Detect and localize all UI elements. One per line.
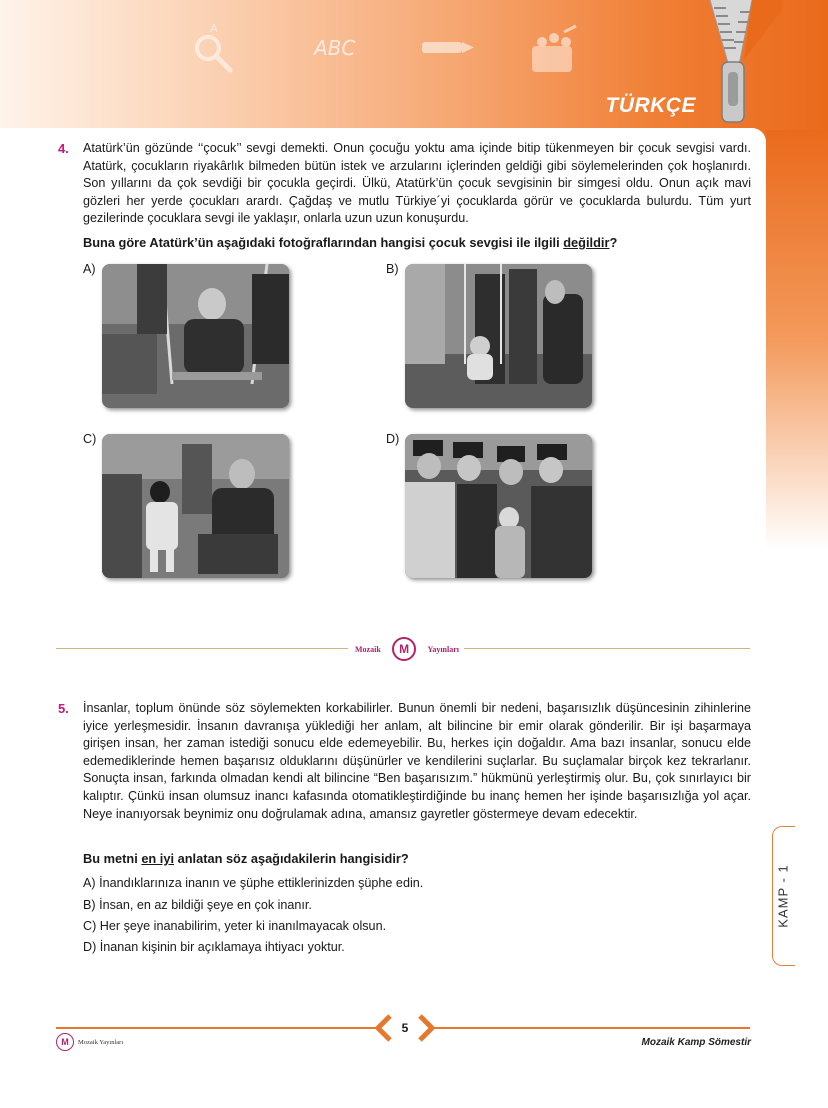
publisher-logo <box>355 637 459 661</box>
photo-option-d[interactable] <box>405 434 592 578</box>
photo-option-b[interactable] <box>405 264 592 408</box>
footer-line-left <box>56 1027 376 1029</box>
question-4-number: 4. <box>58 141 69 156</box>
question-5-prompt-start: Bu metni <box>83 851 142 866</box>
kamp-tab-label: KAMP - 1 <box>775 864 791 928</box>
magnifier-icon <box>188 18 240 78</box>
svg-text:A: A <box>210 22 218 35</box>
chevron-left-icon <box>372 1014 394 1042</box>
question-5-prompt-underlined: en iyi <box>141 851 175 866</box>
question-5-prompt-end: anlatan söz aşağıdakilerin hangisidir? <box>174 851 409 866</box>
divider-right <box>464 648 750 649</box>
photo-option-c[interactable] <box>102 434 289 578</box>
question-4-text: Atatürk’ün gözünde ‘‘çocuk’’ sevgi demekti. Onun çocuğu yoktu ama içinde bitip tükenmeyen bir çocuk sevgisi vardı. Atatürk, çocukların riyakârlık bilmeden bütün istek ve arzularını içlerinden geldiği gibi söylemelerinden çok hoşlanırdı. Son yıllarını da çok sevdiği bir çocukla geçirdi. Ülkü, Atatürk’ün çocuk sevgisinin bir simgesi oldu. Onun açık mavi gözleri her yerde çocukları arardı. Çağdaş ve mutlu Türkiye´yi çocuklarda görür ve çocuklarda bulurdu. Tüm yurt gezilerinde çocuklara sevgi ile yaklaşır, onlarla uzun uzun konuşurdu. <box>83 141 751 226</box>
footer-logo-icon: M <box>56 1033 74 1051</box>
option-c-label: C) <box>83 432 97 446</box>
answer-c[interactable]: C) Her şeye inanabilirim, yeter ki inanılmayacak olsun. <box>83 919 387 933</box>
answer-b[interactable]: B) İnsan, en az bildiği şeye en çok inanır. <box>83 898 312 912</box>
footer-line-right <box>432 1027 750 1029</box>
publisher-logo-icon: M <box>392 637 416 661</box>
question-4-prompt-end: ? <box>609 235 618 250</box>
footer-publisher: Mozaik Yayınları <box>78 1038 124 1046</box>
side-band <box>766 130 828 550</box>
footer-series: Mozaik Kamp Sömestir <box>641 1037 751 1048</box>
question-5-prompt <box>83 851 409 866</box>
question-5-text: İnsanlar, toplum önünde söz söylemekten korkabilirler. Bunun önemli bir nedeni, başarısızlık düşüncesinin zihinlerine iyice yerleşmesidir. İnsanın davranışa yüklediği her anlam, alt bilincine bir emir olarak gönderilir. Bir işi başarmaya girişen insan, her zaman istediği sonucu elde edemeyebilir. Bu, herkes için doğaldır. Ama bazı insanlar, sonucu elde edemediklerinde hemen başarısız olduklarını düşünürler ve kendilerini suçlarlar. Bu suçlamalar birçok kez tekrarlanır. Sonuçta insan, farkında olmadan kendi alt bilincine “Ben başarısızım.” hükmünü yerleştirmiş olur. Bu, çok sınırlayıcı bir kalıptır. Çünkü insan olumsuz inancı kafasında otomatikleştirdiğinde bu inanç hemen her işinde başarısızlığa yol açar. Neye inanıyorsak beynimiz onu doğrulamak adına, amansız gayretler göstermeye devam edecektir. <box>83 701 751 821</box>
question-4-prompt-underlined: değildir <box>563 235 610 250</box>
footer-logo <box>56 1033 123 1051</box>
subject-title: TÜRKÇE <box>605 94 696 117</box>
chevron-right-icon <box>416 1014 438 1042</box>
divider-left <box>56 648 348 649</box>
page-number: 5 <box>401 1021 409 1035</box>
pencil-icon <box>418 36 478 60</box>
question-5-number: 5. <box>58 701 69 716</box>
abc-decoration: ABC <box>314 36 356 60</box>
option-a-label: A) <box>83 262 96 276</box>
question-4-prompt-start: Buna göre Atatürk’ün aşağıdaki fotoğraflarından hangisi çocuk sevgisi ile ilgili <box>83 235 564 250</box>
question-4-prompt <box>83 235 617 250</box>
publisher-word-left: Mozaik <box>355 644 381 654</box>
publisher-word-right: Yayınları <box>427 644 459 654</box>
answer-d[interactable]: D) İnanan kişinin bir açıklamaya ihtiyacı yoktur. <box>83 940 345 954</box>
option-d-label: D) <box>386 432 400 446</box>
photo-option-a[interactable] <box>102 264 289 408</box>
answer-a[interactable]: A) İnandıklarınıza inanın ve şüphe ettiklerinizden şüphe edin. <box>83 876 424 890</box>
paint-brush-icon <box>524 24 584 84</box>
option-b-label: B) <box>386 262 399 276</box>
zipper-decoration <box>692 0 782 132</box>
